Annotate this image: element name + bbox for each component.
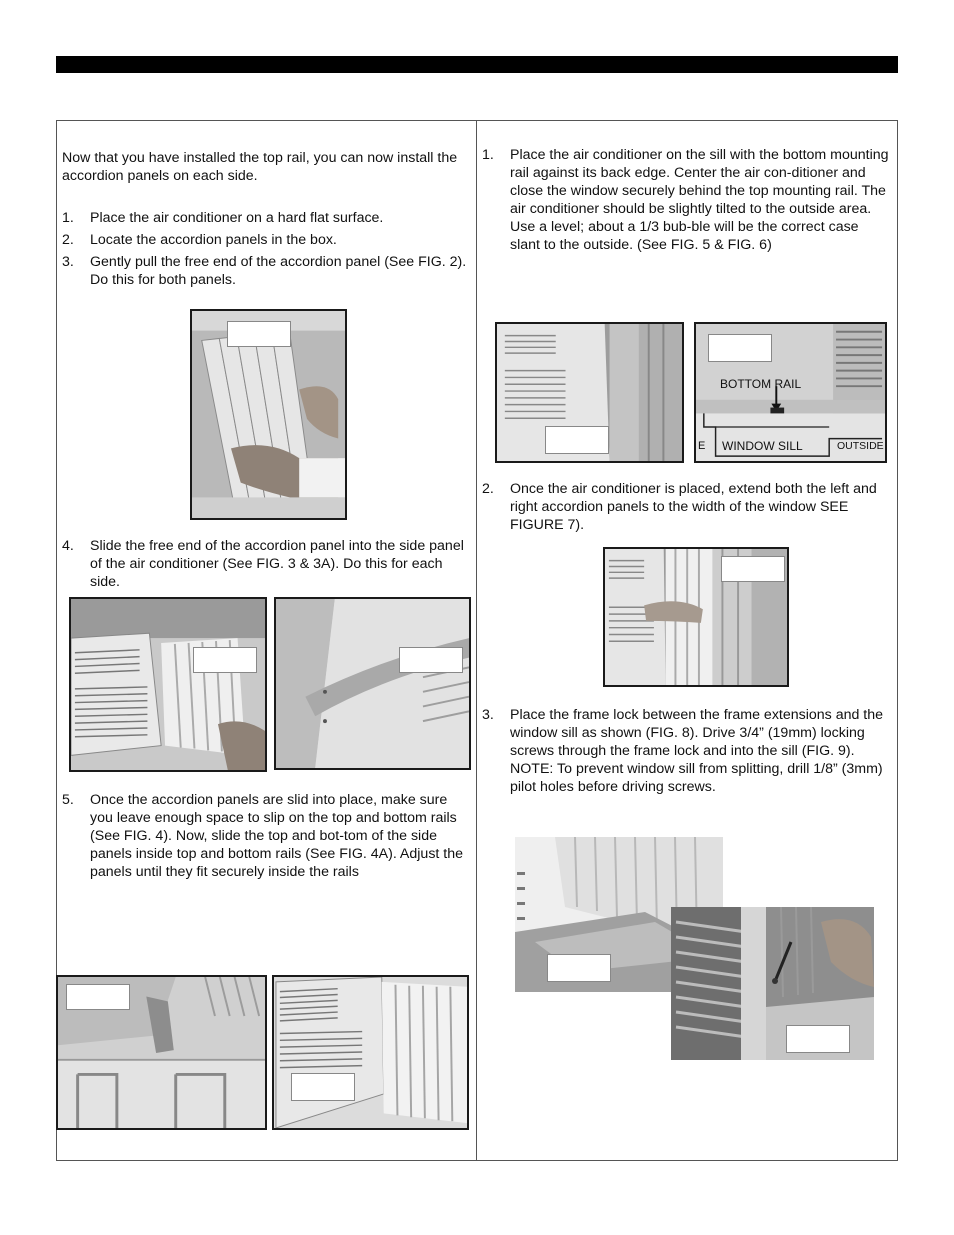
- fig5-photo: [495, 322, 684, 463]
- step-number: 4.: [62, 538, 74, 554]
- step-number: 2.: [482, 481, 494, 497]
- step-number: 3.: [482, 707, 494, 723]
- fig6-photo: [694, 322, 887, 463]
- window-sill-label: WINDOW SILL: [722, 439, 803, 453]
- figure-label-box: [786, 1025, 850, 1053]
- edge-letter-label: E: [698, 440, 706, 452]
- step-number: 5.: [62, 792, 74, 808]
- right-step-3: [482, 706, 896, 814]
- figure-label-box: [708, 334, 772, 362]
- figure-label-box: [545, 426, 609, 454]
- step-text: Place the air conditioner on a hard flat surface.: [90, 210, 384, 226]
- figure-label-box: [399, 647, 463, 673]
- right-step-2: [482, 480, 892, 534]
- left-step-1: [62, 209, 472, 227]
- step-text: Once the accordion panels are slid into place, make sure you leave enough space to slip on the top and bottom rails (See FIG. 4). Now, slide the top and bot-tom of the side panels inside top and bottom rails (See FIG. 4A). Adjust the panels until they fit securely inside the rails: [90, 792, 464, 880]
- bottom-rail-label: BOTTOM RAIL: [720, 377, 802, 391]
- fig9-photo: [671, 907, 874, 1060]
- column-divider: [476, 120, 477, 1161]
- step-text: Locate the accordion panels in the box.: [90, 232, 337, 248]
- left-step-3: [62, 253, 472, 289]
- left-step-4: [62, 537, 472, 591]
- outside-label: OUTSIDE: [837, 440, 884, 452]
- step-number: 1.: [62, 210, 74, 226]
- step-text: Slide the free end of the accordion panel into the side panel of the air conditioner (See FIG. 3 & 3A). Do this for each side.: [90, 538, 464, 590]
- fig4a-photo: [272, 975, 469, 1130]
- left-step-2: [62, 231, 472, 249]
- step-text: Once the air conditioner is placed, extend both the left and right accordion panels to the width of the window SEE FIGURE 7).: [510, 481, 877, 533]
- figure-label-box: [193, 647, 257, 673]
- fig3-photo: [69, 597, 267, 772]
- fig3a-photo: [274, 597, 471, 770]
- step-text: Place the air conditioner on the sill with the bottom mounting rail against its back edge. Center the air con-ditioner and close the window securely behind the top mounting rail. The air conditioner should be slightly tilted to the outside area. Use a level; about a 1/3 bub-ble will be the correct case slant to the outside. (See FIG. 5 & FIG. 6): [510, 147, 889, 253]
- step-number: 2.: [62, 232, 74, 248]
- figure-label-box: [66, 984, 130, 1010]
- intro-paragraph: Now that you have installed the top rail, you can now install the accordion panels on each side.: [62, 150, 458, 184]
- fig4-photo: [56, 975, 267, 1130]
- figure-label-box: [227, 321, 291, 347]
- step-text: Place the frame lock between the frame extensions and the window sill as shown (FIG. 8). Drive 3/4” (19mm) locking screws through the frame lock and into the sill (FIG. 9). NOTE: To prevent window sill from splitting, drill 1/8” (3mm) pilot holes before driving screws.: [510, 707, 884, 795]
- step-number: 1.: [482, 147, 494, 163]
- fig7-photo: [603, 547, 789, 687]
- figure-label-box: [291, 1073, 355, 1101]
- figure-label-box: [547, 954, 611, 982]
- header-bar: [56, 56, 898, 73]
- figure-label-box: [721, 556, 785, 582]
- fig2-photo: [190, 309, 347, 520]
- left-step-5: [62, 791, 472, 899]
- right-step-1: [482, 146, 892, 272]
- step-number: 3.: [62, 254, 74, 270]
- step-text: Gently pull the free end of the accordion panel (See FIG. 2). Do this for both panels.: [90, 254, 467, 288]
